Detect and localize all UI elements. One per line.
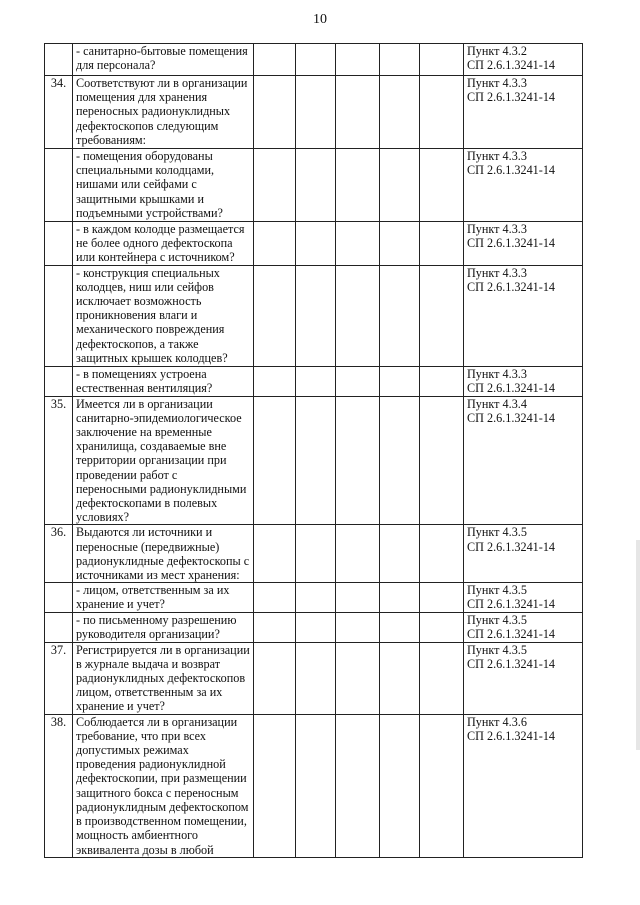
answer-cell[interactable]	[380, 265, 420, 366]
regulation-reference: Пункт 4.3.6 СП 2.6.1.3241-14	[464, 714, 583, 857]
table-row	[45, 222, 583, 266]
item-number	[45, 44, 73, 76]
question-text: Соответствуют ли в организации помещения для хранения переносных радионуклидных дефектоскопов следующим требованиям:	[73, 76, 254, 149]
regulation-reference: Пункт 4.3.5 СП 2.6.1.3241-14	[464, 583, 583, 613]
regulation-reference: Пункт 4.3.5 СП 2.6.1.3241-14	[464, 613, 583, 642]
table-row	[45, 366, 583, 396]
answer-cell[interactable]	[254, 613, 296, 642]
answer-cell[interactable]	[420, 396, 464, 525]
checklist-table	[44, 43, 583, 858]
answer-cell[interactable]	[254, 44, 296, 76]
answer-cell[interactable]	[296, 366, 336, 396]
answer-cell[interactable]	[336, 222, 380, 266]
answer-cell[interactable]	[336, 613, 380, 642]
regulation-reference: Пункт 4.3.3 СП 2.6.1.3241-14	[464, 222, 583, 266]
answer-cell[interactable]	[380, 366, 420, 396]
question-text: - помещения оборудованы специальными колодцами, нишами или сейфами с защитными крышками и подъемными устройствами?	[73, 149, 254, 222]
table-row	[45, 76, 583, 149]
answer-cell[interactable]	[380, 396, 420, 525]
answer-cell[interactable]	[336, 396, 380, 525]
regulation-reference: Пункт 4.3.4 СП 2.6.1.3241-14	[464, 396, 583, 525]
item-number	[45, 583, 73, 613]
answer-cell[interactable]	[254, 525, 296, 583]
answer-cell[interactable]	[380, 149, 420, 222]
table-row	[45, 642, 583, 714]
answer-cell[interactable]	[296, 44, 336, 76]
answer-cell[interactable]	[296, 613, 336, 642]
item-number	[45, 613, 73, 642]
question-text: - санитарно-бытовые помещения для персонала?	[73, 44, 254, 76]
answer-cell[interactable]	[296, 525, 336, 583]
regulation-reference: Пункт 4.3.5 СП 2.6.1.3241-14	[464, 525, 583, 583]
answer-cell[interactable]	[254, 149, 296, 222]
regulation-reference: Пункт 4.3.3 СП 2.6.1.3241-14	[464, 76, 583, 149]
item-number	[45, 222, 73, 266]
answer-cell[interactable]	[296, 149, 336, 222]
table-row	[45, 714, 583, 857]
answer-cell[interactable]	[296, 76, 336, 149]
answer-cell[interactable]	[254, 396, 296, 525]
item-number: 37.	[45, 642, 73, 714]
answer-cell[interactable]	[296, 583, 336, 613]
regulation-reference: Пункт 4.3.2 СП 2.6.1.3241-14	[464, 44, 583, 76]
question-text: - в каждом колодце размещается не более одного дефектоскопа или контейнера с источником?	[73, 222, 254, 266]
answer-cell[interactable]	[380, 714, 420, 857]
answer-cell[interactable]	[380, 525, 420, 583]
answer-cell[interactable]	[420, 525, 464, 583]
answer-cell[interactable]	[380, 613, 420, 642]
item-number: 36.	[45, 525, 73, 583]
answer-cell[interactable]	[336, 44, 380, 76]
page-number: 10	[313, 12, 327, 27]
table-row	[45, 396, 583, 525]
table-row	[45, 613, 583, 642]
answer-cell[interactable]	[420, 222, 464, 266]
answer-cell[interactable]	[296, 642, 336, 714]
answer-cell[interactable]	[296, 396, 336, 525]
answer-cell[interactable]	[420, 714, 464, 857]
answer-cell[interactable]	[380, 44, 420, 76]
answer-cell[interactable]	[254, 366, 296, 396]
question-text: - лицом, ответственным за их хранение и учет?	[73, 583, 254, 613]
table-row	[45, 525, 583, 583]
checklist-body	[45, 44, 583, 858]
answer-cell[interactable]	[420, 76, 464, 149]
item-number	[45, 366, 73, 396]
answer-cell[interactable]	[336, 642, 380, 714]
question-text: - конструкция специальных колодцев, ниш или сейфов исключает возможность проникновения влаги и механического повреждения дефектоскопов, а также защитных крышек колодцев?	[73, 265, 254, 366]
answer-cell[interactable]	[420, 613, 464, 642]
answer-cell[interactable]	[336, 714, 380, 857]
table-row	[45, 583, 583, 613]
answer-cell[interactable]	[296, 714, 336, 857]
answer-cell[interactable]	[336, 76, 380, 149]
item-number	[45, 265, 73, 366]
answer-cell[interactable]	[420, 366, 464, 396]
answer-cell[interactable]	[254, 714, 296, 857]
question-text: Выдаются ли источники и переносные (передвижные) радионуклидные дефектоскопы с источниками из мест хранения:	[73, 525, 254, 583]
regulation-reference: Пункт 4.3.5 СП 2.6.1.3241-14	[464, 642, 583, 714]
answer-cell[interactable]	[336, 366, 380, 396]
answer-cell[interactable]	[420, 265, 464, 366]
item-number	[45, 149, 73, 222]
answer-cell[interactable]	[420, 44, 464, 76]
answer-cell[interactable]	[380, 642, 420, 714]
table-row	[45, 44, 583, 76]
answer-cell[interactable]	[254, 76, 296, 149]
regulation-reference: Пункт 4.3.3 СП 2.6.1.3241-14	[464, 265, 583, 366]
answer-cell[interactable]	[380, 76, 420, 149]
regulation-reference: Пункт 4.3.3 СП 2.6.1.3241-14	[464, 366, 583, 396]
answer-cell[interactable]	[380, 583, 420, 613]
item-number: 38.	[45, 714, 73, 857]
regulation-reference: Пункт 4.3.3 СП 2.6.1.3241-14	[464, 149, 583, 222]
page-edge-shadow	[636, 540, 640, 750]
answer-cell[interactable]	[380, 222, 420, 266]
answer-cell[interactable]	[254, 222, 296, 266]
answer-cell[interactable]	[420, 149, 464, 222]
answer-cell[interactable]	[254, 642, 296, 714]
answer-cell[interactable]	[420, 642, 464, 714]
question-text: Имеется ли в организации санитарно-эпидемиологическое заключение на временные хранилища, создаваемые вне территории организации при проведении работ с переносными радионуклидными дефектоскопами в полевых условиях?	[73, 396, 254, 525]
answer-cell[interactable]	[296, 222, 336, 266]
question-text: - в помещениях устроена естественная вентиляция?	[73, 366, 254, 396]
item-number: 35.	[45, 396, 73, 525]
answer-cell[interactable]	[336, 265, 380, 366]
item-number: 34.	[45, 76, 73, 149]
table-row	[45, 149, 583, 222]
answer-cell[interactable]	[254, 583, 296, 613]
answer-cell[interactable]	[336, 583, 380, 613]
question-text: Соблюдается ли в организации требование, что при всех допустимых режимах проведения радионуклидной дефектоскопии, при размещении защитного бокса с переносным радионуклидным дефектоскопом в производственном помещении, мощность амбиентного эквивалента дозы в любой	[73, 714, 254, 857]
table-row	[45, 265, 583, 366]
answer-cell[interactable]	[336, 149, 380, 222]
answer-cell[interactable]	[336, 525, 380, 583]
question-text: - по письменному разрешению руководителя организации?	[73, 613, 254, 642]
answer-cell[interactable]	[254, 265, 296, 366]
answer-cell[interactable]	[296, 265, 336, 366]
answer-cell[interactable]	[420, 583, 464, 613]
question-text: Регистрируется ли в организации в журнале выдача и возврат радионуклидных дефектоскопов лицом, ответственным за их хранение и учет?	[73, 642, 254, 714]
